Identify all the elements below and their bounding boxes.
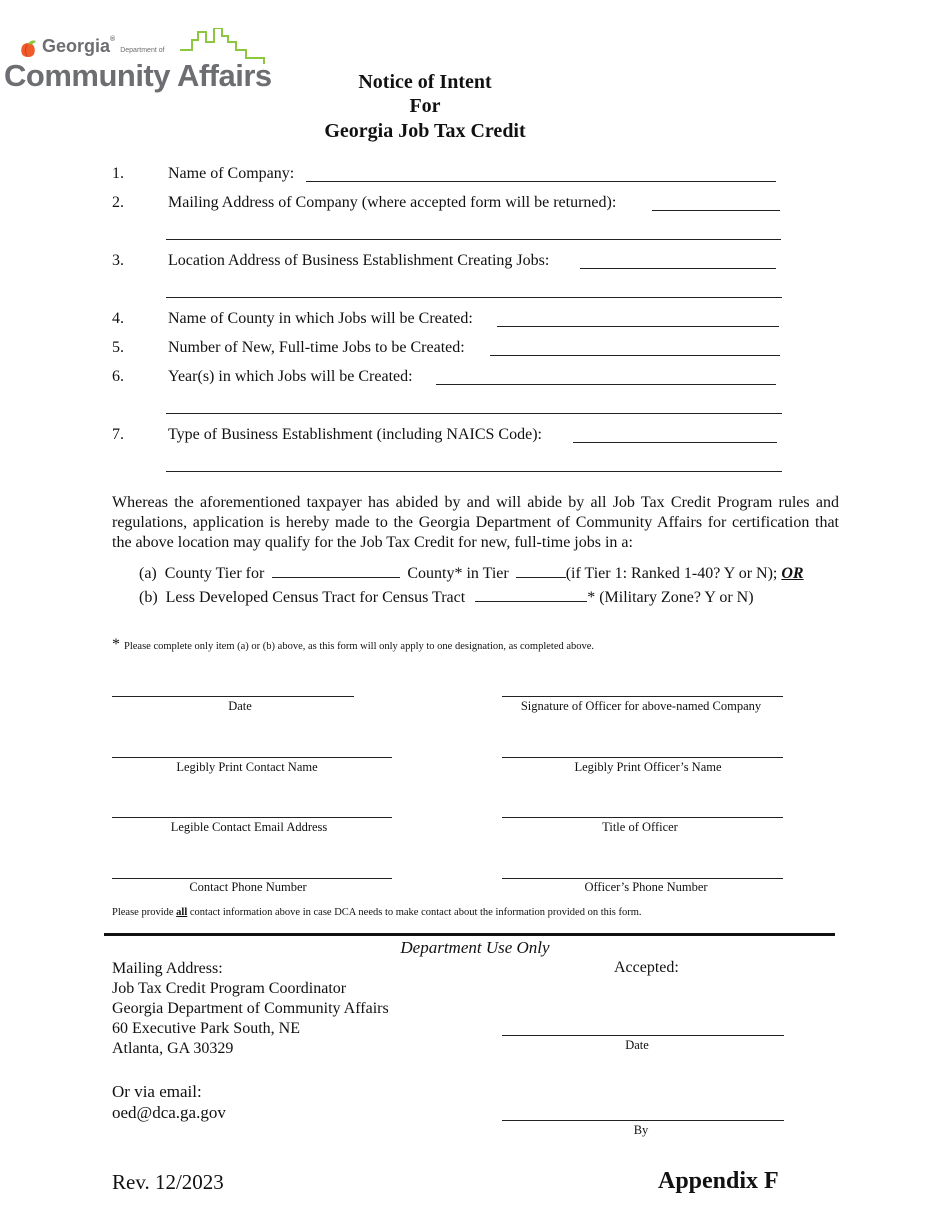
- option-a-text-3: (if Tier 1: Ranked 1-40? Y or N);: [565, 565, 778, 582]
- accepted-date-field[interactable]: [502, 1035, 784, 1036]
- contact-name-caption: Legibly Print Contact Name: [176, 760, 318, 774]
- option-a-county-field[interactable]: [272, 564, 400, 578]
- date-caption: Date: [228, 699, 252, 713]
- business-type-field[interactable]: [573, 442, 777, 443]
- option-a-row: [139, 564, 804, 583]
- option-b-text-2: * (Military Zone? Y or N): [587, 589, 754, 606]
- mailing-line: Georgia Department of Community Affairs: [112, 1000, 389, 1017]
- footnote-text: Please complete only item (a) or (b) above, as this form will only apply to one designation, as completed above.: [124, 641, 595, 652]
- revision-date: Rev. 12/2023: [112, 1170, 224, 1194]
- accepted-by-caption: By: [633, 1123, 649, 1137]
- title-line-2: For: [409, 95, 441, 117]
- officer-name-caption: Legibly Print Officer’s Name: [574, 760, 722, 774]
- option-a-label: (a): [139, 565, 157, 582]
- logo-department-text: Department of: [120, 47, 165, 54]
- contact-name-field[interactable]: [112, 757, 392, 758]
- item-7-label: Type of Business Establishment (including NAICS Code):: [168, 426, 542, 443]
- jobs-count-field[interactable]: [490, 355, 780, 356]
- officer-signature-field[interactable]: [502, 696, 783, 697]
- item-2-label: Mailing Address of Company (where accepted form will be returned):: [168, 194, 617, 211]
- department-use-heading: Department Use Only: [400, 938, 550, 957]
- email-block: [112, 1081, 226, 1123]
- department-divider: [104, 933, 835, 936]
- item-7-number: 7.: [112, 426, 124, 443]
- accepted-heading: Accepted:: [614, 959, 679, 976]
- officer-title-caption: Title of Officer: [602, 820, 678, 834]
- option-b-row: [139, 588, 754, 607]
- officer-title-field[interactable]: [502, 817, 783, 818]
- item-6-label: Year(s) in which Jobs will be Created:: [168, 368, 413, 385]
- county-name-field[interactable]: [497, 326, 779, 327]
- date-field[interactable]: [112, 696, 354, 697]
- business-type-field-line-2[interactable]: [166, 471, 782, 472]
- option-a-text-1: County Tier for: [164, 565, 265, 582]
- title-line-1: Notice of Intent: [358, 71, 492, 93]
- certification-paragraph: Whereas the aforementioned taxpayer has abided by and will abide by all Job Tax Credit Program rules and regulations, application is hereby made to the Georgia Department of Community Affairs for certification that the above location may qualify for the Job Tax Credit for new, full-time jobs in a:: [112, 494, 839, 551]
- option-a-text-2: County* in Tier: [407, 565, 509, 582]
- officer-phone-field[interactable]: [502, 878, 783, 879]
- logo-georgia-text: Georgia® Department of: [42, 36, 165, 56]
- job-years-field-line-2[interactable]: [166, 413, 782, 414]
- email-address[interactable]: oed@dca.ga.gov: [112, 1103, 226, 1122]
- location-address-field[interactable]: [580, 268, 776, 269]
- mailing-line: Job Tax Credit Program Coordinator: [112, 980, 347, 997]
- company-name-field[interactable]: [306, 181, 776, 182]
- census-tract-field[interactable]: [475, 588, 587, 602]
- item-1-label: Name of Company:: [168, 165, 295, 182]
- email-heading: Or via email:: [112, 1082, 202, 1101]
- item-4-label: Name of County in which Jobs will be Created:: [168, 310, 473, 327]
- contact-info-note: Please provide all contact information above in case DCA needs to make contact about the information provided on this form.: [112, 907, 642, 918]
- officer-signature-caption: Signature of Officer for above-named Company: [520, 699, 762, 713]
- accepted-by-field[interactable]: [502, 1120, 784, 1121]
- option-b-text-1: Less Developed Census Tract for Census Tract: [165, 589, 466, 606]
- item-5-number: 5.: [112, 339, 124, 356]
- item-1-number: 1.: [112, 165, 124, 182]
- contact-phone-caption: Contact Phone Number: [189, 880, 307, 894]
- accepted-date-caption: Date: [625, 1038, 649, 1052]
- footnote-star: *: [112, 636, 120, 653]
- footnote: [112, 636, 594, 654]
- contact-phone-field[interactable]: [112, 878, 392, 879]
- option-a-or: OR: [781, 565, 804, 582]
- location-address-field-line-2[interactable]: [166, 297, 782, 298]
- mailing-line: 60 Executive Park South, NE: [112, 1020, 300, 1037]
- item-6-number: 6.: [112, 368, 124, 385]
- item-2-number: 2.: [112, 194, 124, 211]
- mailing-address-field-line-2[interactable]: [166, 239, 781, 240]
- item-5-label: Number of New, Full-time Jobs to be Created:: [168, 339, 465, 356]
- logo-community-affairs-text: Community Affairs: [4, 58, 272, 93]
- option-b-label: (b): [139, 589, 158, 606]
- item-3-label: Location Address of Business Establishment Creating Jobs:: [168, 252, 550, 269]
- title-line-3: Georgia Job Tax Credit: [324, 120, 526, 142]
- contact-info-note-emphasis: all: [176, 907, 188, 918]
- officer-name-field[interactable]: [502, 757, 783, 758]
- officer-phone-caption: Officer’s Phone Number: [584, 880, 708, 894]
- item-3-number: 3.: [112, 252, 124, 269]
- item-4-number: 4.: [112, 310, 124, 327]
- job-years-field[interactable]: [436, 384, 776, 385]
- mailing-address-field[interactable]: [652, 210, 780, 211]
- mailing-address-block: [112, 959, 389, 1059]
- option-a-tier-field[interactable]: [516, 564, 566, 578]
- appendix-label: Appendix F: [658, 1168, 779, 1194]
- mailing-line: Atlanta, GA 30329: [112, 1040, 234, 1057]
- contact-email-field[interactable]: [112, 817, 392, 818]
- contact-email-caption: Legible Contact Email Address: [170, 820, 328, 834]
- mailing-heading: Mailing Address:: [112, 960, 223, 977]
